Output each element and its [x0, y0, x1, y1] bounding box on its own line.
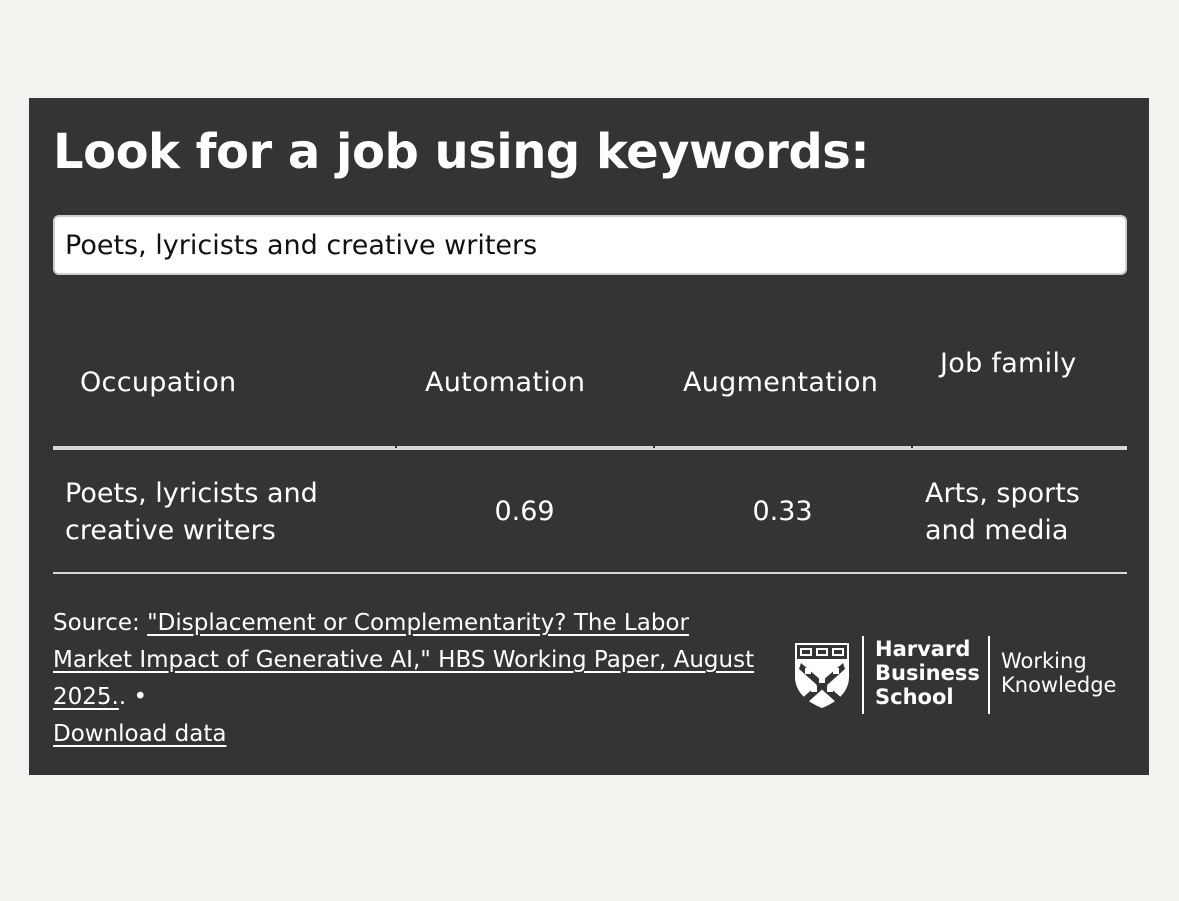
- header-column-separator: [395, 444, 397, 448]
- source-link[interactable]: "Displacement or Complementarity? The Labor Market Impact of Generative AI," HBS Working Paper, August 2025.: [53, 610, 755, 710]
- cell-augmentation: 0.33: [752, 496, 813, 527]
- hbs-wordmark-line: Business: [875, 661, 980, 685]
- hbs-working-knowledge-logo: [793, 633, 1133, 715]
- job-search-widget: [29, 98, 1149, 775]
- header-job-family[interactable]: Job family: [940, 348, 1077, 379]
- hbs-wordmark: [875, 637, 980, 709]
- wk-wordmark-line: Knowledge: [1001, 673, 1117, 697]
- cell-automation: 0.69: [494, 496, 555, 527]
- header-column-separator: [653, 444, 655, 448]
- wk-wordmark-line: Working: [1001, 649, 1087, 673]
- source-suffix: . •: [118, 684, 148, 710]
- header-occupation[interactable]: Occupation: [80, 367, 237, 398]
- keyword-search-input[interactable]: [53, 215, 1127, 275]
- hbs-wordmark-line: School: [875, 685, 954, 709]
- header-column-separator: [911, 444, 913, 448]
- source-label: Source:: [53, 610, 148, 636]
- cell-occupation: Poets, lyricists and creative writers: [65, 478, 318, 546]
- results-table: [53, 328, 1127, 574]
- table-header-row: [53, 328, 1127, 450]
- header-augmentation[interactable]: Augmentation: [683, 367, 879, 398]
- table-row: [53, 450, 1127, 574]
- header-automation[interactable]: Automation: [425, 367, 586, 398]
- source-note: [53, 605, 773, 753]
- hbs-wordmark-line: Harvard: [875, 637, 971, 661]
- working-knowledge-wordmark: [1001, 649, 1116, 697]
- cell-job-family: Arts, sports and media: [925, 478, 1080, 546]
- logo-divider: [988, 636, 990, 714]
- hbs-shield-icon: [793, 641, 851, 709]
- widget-title: Look for a job using keywords:: [53, 124, 870, 180]
- download-data-link[interactable]: Download data: [53, 721, 227, 747]
- logo-divider: [862, 636, 864, 714]
